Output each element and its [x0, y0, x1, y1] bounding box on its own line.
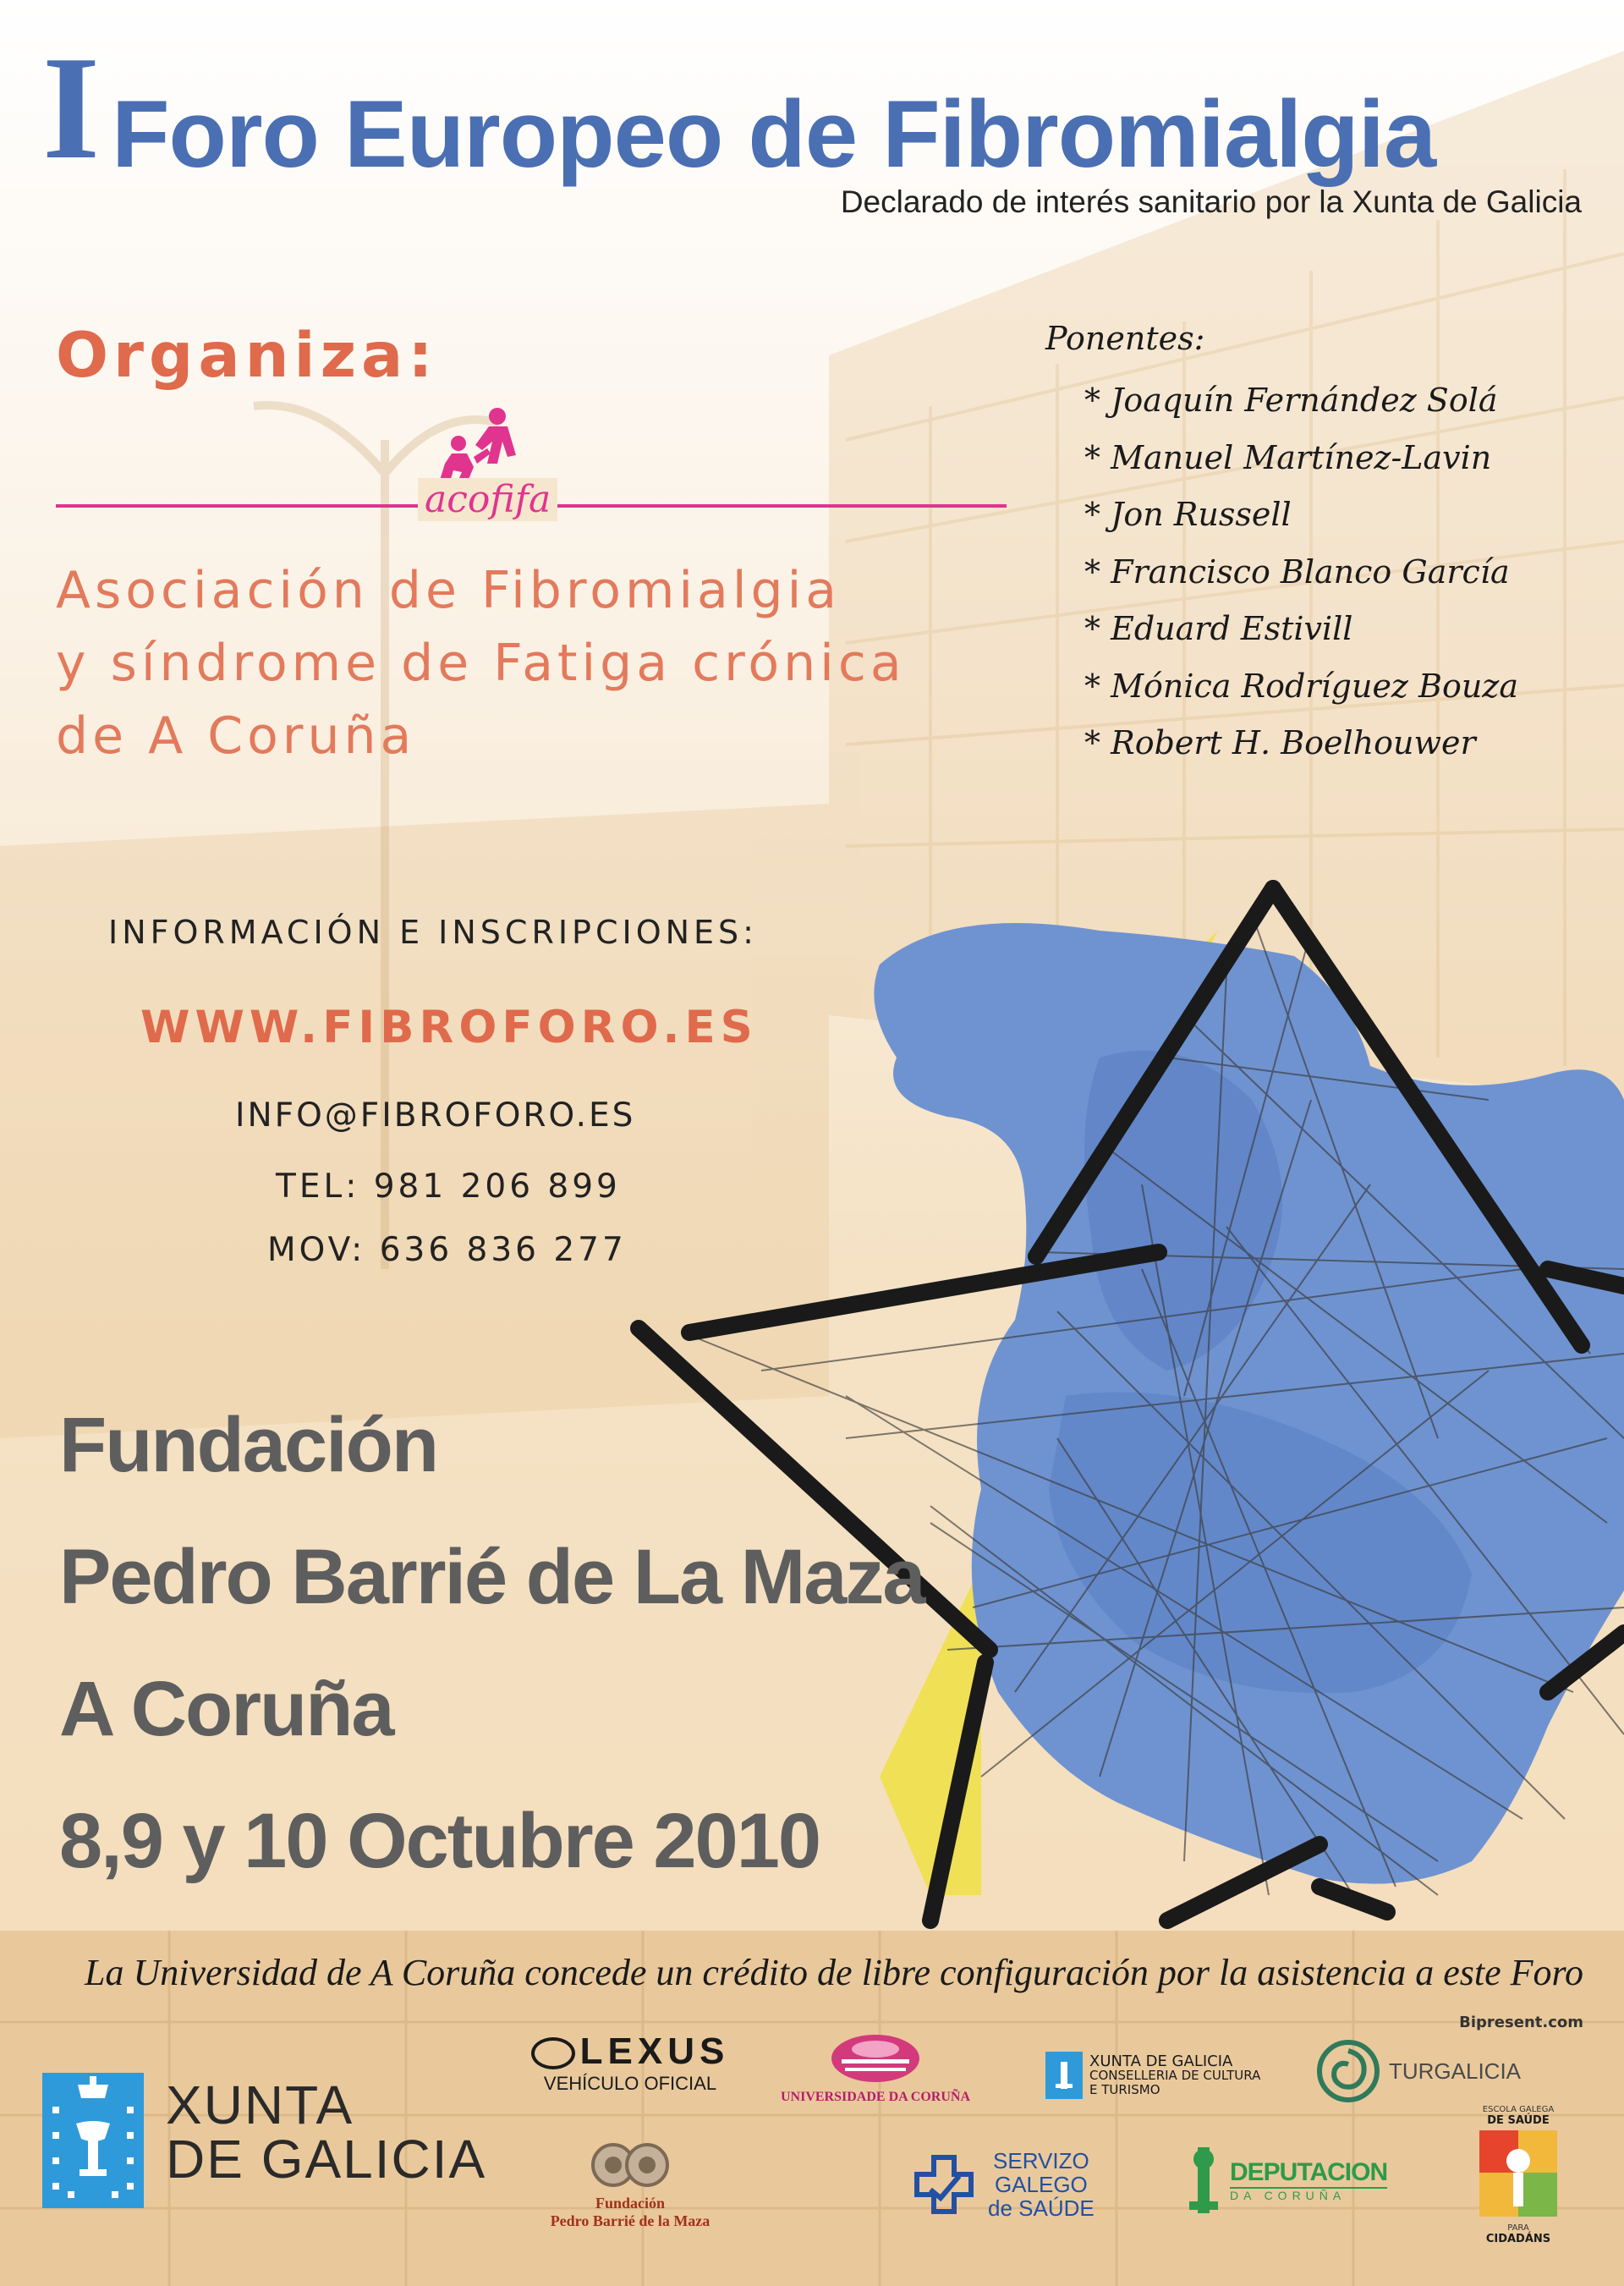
lexus-caption: VEHÍCULO OFICIAL [543, 2073, 717, 2094]
deputacion-sponsor [1182, 2142, 1387, 2218]
speaker-item: * Joaquín Fernández Solá [1084, 382, 1498, 419]
turgalicia-sponsor [1316, 2039, 1521, 2103]
xunta-cultura-line: CONSELLERIA DE CULTURA [1089, 2067, 1261, 2083]
info-label: INFORMACIÓN E INSCRIPCIONES: [108, 914, 758, 951]
forum-title [42, 25, 1436, 190]
deputacion-line: DA CORUÑA [1230, 2187, 1387, 2202]
organizer-name [56, 554, 906, 772]
organizer-name-line: Asociación de Fibromialgia [56, 561, 842, 620]
escola-line: DE SAÚDE [1487, 2114, 1550, 2127]
acofifa-logo-text: acofifa [418, 478, 557, 521]
xunta-cultura-sponsor [1045, 2052, 1265, 2099]
university-credit-note: La Universidad de A Coruña concede un crédito de libre configuración por la asistencia a este Foro [85, 1952, 1583, 1993]
sergas-line: de SAÚDE [988, 2195, 1095, 2221]
turgalicia-label: TURGALICIA [1389, 2058, 1522, 2084]
lexus-emblem-icon [531, 2037, 575, 2069]
venue-block [59, 1379, 924, 1907]
lexus-wordmark: LEXUS [579, 2030, 730, 2072]
venue-line: Pedro Barrié de La Maza [59, 1534, 924, 1620]
deputacion-emblem-icon [1182, 2142, 1225, 2218]
organizer-name-line: y síndrome de Fatiga crónica [56, 634, 906, 693]
sergas-line: SERVIZO [993, 2148, 1089, 2173]
xunta-flag-icon [42, 2073, 144, 2208]
speaker-item: * Robert H. Boelhouwer [1084, 724, 1476, 761]
fundacion-line: Fundación [595, 2195, 666, 2212]
sergas-sponsor [910, 2149, 1095, 2220]
escola-line: PARA [1507, 2223, 1529, 2233]
xunta-cultura-line: E TURISMO [1089, 2081, 1160, 2097]
speakers-list [1084, 372, 1518, 772]
organizer-name-line: de A Coruña [56, 706, 416, 766]
udc-label: UNIVERSIDADE DA CORUÑA [780, 2090, 971, 2104]
fundacion-barrie-sponsor [516, 2139, 744, 2230]
udc-sponsor [778, 2030, 973, 2105]
sergas-text [988, 2149, 1095, 2220]
telephone: TEL: 981 206 899 [276, 1168, 621, 1206]
escola-saude-sponsor [1468, 2105, 1568, 2245]
speakers-title: Ponentes: [1045, 320, 1205, 357]
xunta-cultura-flag-icon [1045, 2052, 1083, 2099]
escola-line: CIDADÁNS [1485, 2233, 1551, 2245]
xunta-de-galicia-logo [166, 2074, 487, 2190]
venue-line: Fundación [59, 1402, 438, 1488]
xunta-cultura-line: XUNTA DE GALICIA [1089, 2052, 1233, 2070]
speaker-item: * Jon Russell [1084, 496, 1292, 533]
deputacion-line: DEPUTACION [1230, 2158, 1388, 2186]
fundacion-line: Pedro Barrié de la Maza [550, 2212, 710, 2229]
speaker-item: * Eduard Estivill [1084, 610, 1353, 647]
xunta-cultura-text [1089, 2054, 1260, 2097]
escola-line: ESCOLA GALEGA [1482, 2105, 1555, 2114]
designer-credit: Bipresent.com [1459, 2014, 1583, 2031]
deputacion-text [1230, 2158, 1387, 2202]
xunta-text-line: DE GALICIA [166, 2129, 487, 2190]
event-dates: 8,9 y 10 Octubre 2010 [59, 1798, 820, 1884]
website-link[interactable]: WWW.FIBROFORO.ES [140, 1002, 758, 1053]
speaker-item: * Francisco Blanco García [1084, 552, 1510, 591]
escola-graphic-icon [1476, 2127, 1561, 2220]
sergas-cross-icon [910, 2151, 978, 2218]
turgalicia-spiral-icon [1316, 2039, 1380, 2103]
edition-numeral: I [42, 25, 101, 190]
lexus-logo-icon [516, 2030, 744, 2073]
udc-emblem-icon [825, 2030, 926, 2086]
email-link[interactable]: INFO@FIBROFORO.ES [235, 1096, 636, 1135]
venue-line: A Coruña [59, 1666, 393, 1752]
speaker-item: * Manuel Martínez-Lavin [1084, 438, 1492, 476]
xunta-text-line: XUNTA [166, 2074, 354, 2135]
speaker-item: * Mónica Rodríguez Bouza [1084, 667, 1518, 705]
lexus-sponsor [516, 2030, 744, 2095]
fundacion-emblem-icon [579, 2139, 681, 2191]
mobile-phone: MOV: 636 836 277 [267, 1231, 627, 1269]
organizer-label: Organiza: [56, 320, 438, 392]
title-text: Foro Europeo de Fibromialgia [112, 81, 1436, 187]
sergas-line: GALEGO [994, 2172, 1088, 2197]
subtitle: Declarado de interés sanitario por la Xunta de Galicia [840, 184, 1582, 219]
